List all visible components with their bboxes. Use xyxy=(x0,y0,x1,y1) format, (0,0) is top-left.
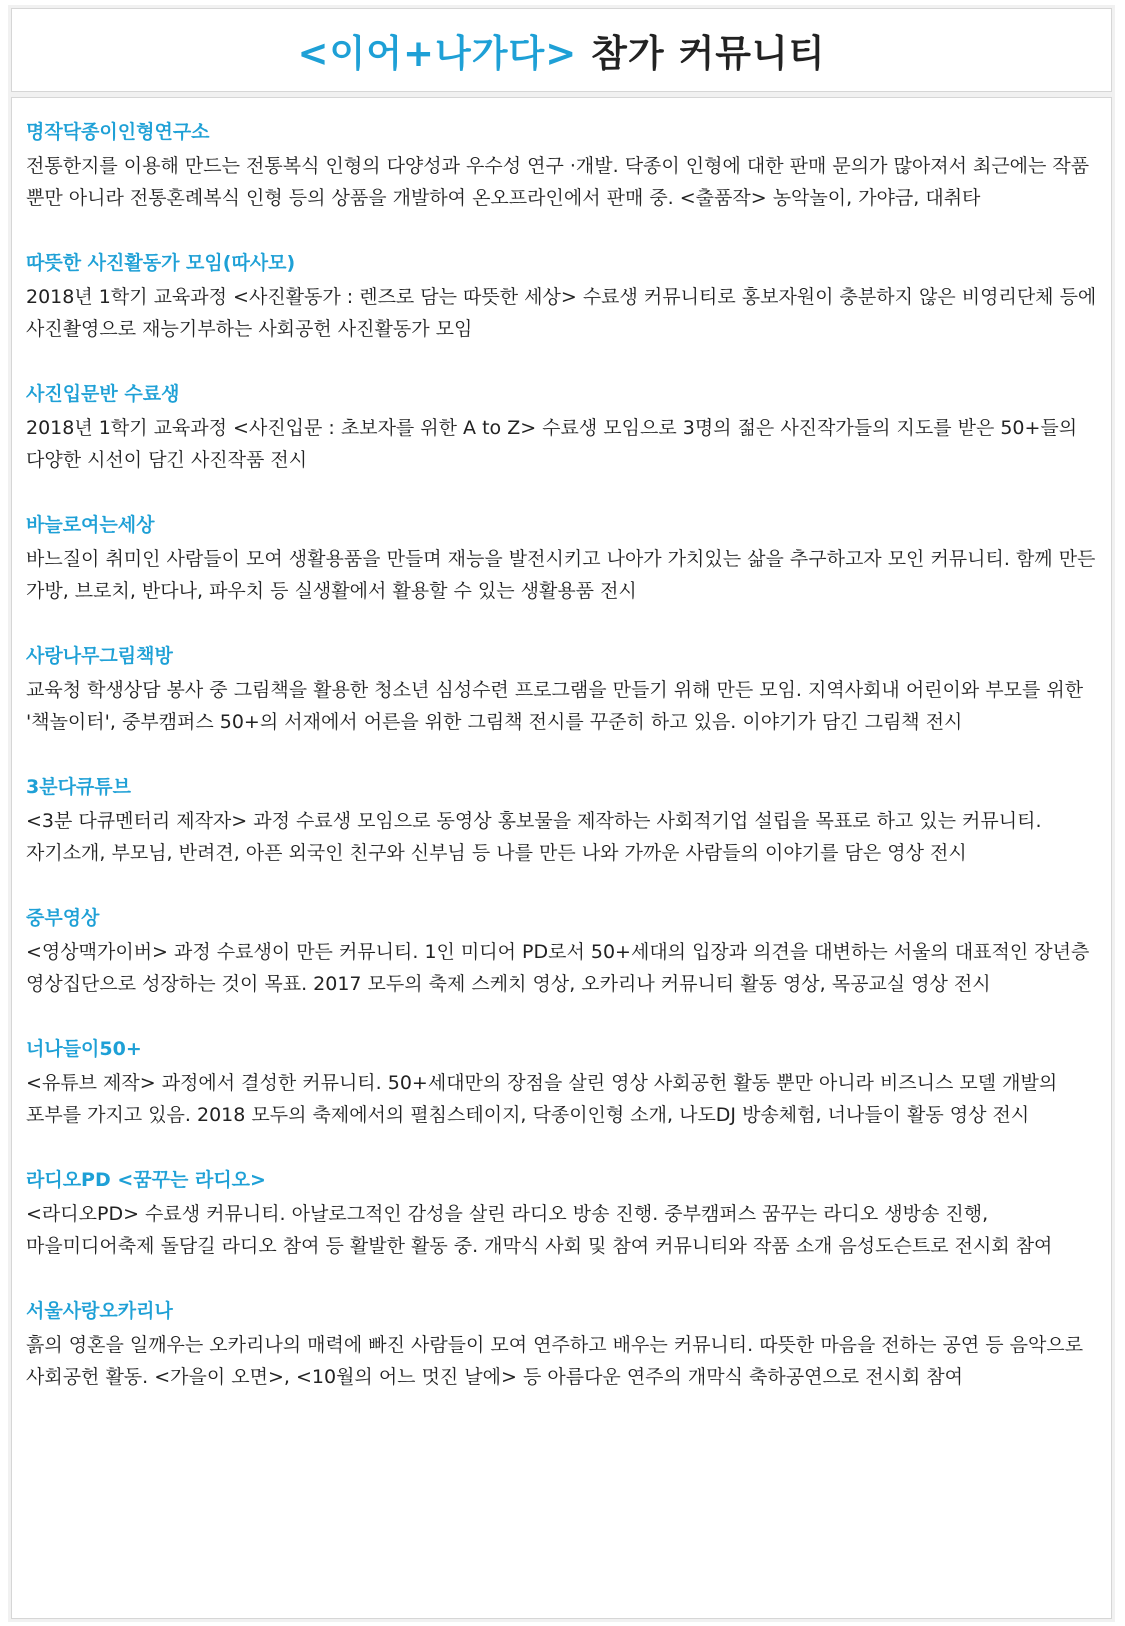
community-name: 서울사랑오카리나 xyxy=(26,1300,173,1322)
community-item xyxy=(26,1297,1099,1393)
page-title-accent: <이어+나가다> xyxy=(297,32,578,75)
community-item xyxy=(26,118,1099,214)
community-item xyxy=(26,1035,1099,1131)
page-title xyxy=(298,23,826,77)
community-item xyxy=(26,1166,1099,1262)
community-item xyxy=(26,773,1099,869)
community-description: 전통한지를 이용해 만드는 전통복식 인형의 다양성과 우수성 연구 ·개발. 닥종이 인형에 대한 판매 문의가 많아져서 최근에는 작품 뿐만 아니라 전통혼례복식 인형 등의 상품을 개발하여 온오프라인에서 판매 중. <출품작> 농악놀이, 가야금, 대취타 xyxy=(26,155,1090,209)
community-name: 따뜻한 사진활동가 모임(따사모) xyxy=(26,252,296,274)
community-description: <3분 다큐멘터리 제작자> 과정 수료생 모임으로 동영상 홍보물을 제작하는 사회적기업 설립을 목표로 하고 있는 커뮤니티. 자기소개, 부모님, 반려견, 아픈 외국인 친구와 신부님 등 나를 만든 나와 가까운 사람들의 이야기를 담은 영상 전시 xyxy=(26,810,1042,864)
community-item xyxy=(26,249,1099,345)
community-item xyxy=(26,380,1099,476)
community-name: 명작닥종이인형연구소 xyxy=(26,121,210,143)
page-title-rest: 참가 커뮤니티 xyxy=(591,32,826,75)
community-description: 2018년 1학기 교육과정 <사진입문 : 초보자를 위한 A to Z> 수료생 모임으로 3명의 젊은 사진작가들의 지도를 받은 50+들의 다양한 시선이 담긴 사진작품 전시 xyxy=(26,417,1078,471)
community-description: <라디오PD> 수료생 커뮤니티. 아날로그적인 감성을 살린 라디오 방송 진행. 중부캠퍼스 꿈꾸는 라디오 생방송 진행, 마을미디어축제 돌담길 라디오 참여 등 활발한 활동 중. 개막식 사회 및 참여 커뮤니티와 작품 소개 음성도슨트로 전시회 참여 xyxy=(26,1203,1053,1257)
community-description: <유튜브 제작> 과정에서 결성한 커뮤니티. 50+세대만의 장점을 살린 영상 사회공헌 활동 뿐만 아니라 비즈니스 모델 개발의 포부를 가지고 있음. 2018 모두의 축제에서의 펼침스테이지, 닥종이인형 소개, 나도DJ 방송체험, 너나들이 활동 영상 전시 xyxy=(26,1072,1058,1126)
community-name: 라디오PD <꿈꾸는 라디오> xyxy=(26,1169,266,1191)
community-name: 바늘로여는세상 xyxy=(26,514,155,536)
community-description: 교육청 학생상담 봉사 중 그림책을 활용한 청소년 심성수련 프로그램을 만들기 위해 만든 모임. 지역사회내 어린이와 부모를 위한 '책놀이터', 중부캠퍼스 50+의 서재에서 어른을 위한 그림책 전시를 꾸준히 하고 있음. 이야기가 담긴 그림책 전시 xyxy=(26,679,1084,733)
community-list xyxy=(11,97,1112,1619)
community-description: 바느질이 취미인 사람들이 모여 생활용품을 만들며 재능을 발전시키고 나아가 가치있는 삶을 추구하고자 모인 커뮤니티. 함께 만든 가방, 브로치, 반다나, 파우치 등 실생활에서 활용할 수 있는 생활용품 전시 xyxy=(26,548,1096,602)
community-name: 사랑나무그림책방 xyxy=(26,645,173,667)
community-description: 흙의 영혼을 일깨우는 오카리나의 매력에 빠진 사람들이 모여 연주하고 배우는 커뮤니티. 따뜻한 마음을 전하는 공연 등 음악으로 사회공헌 활동. <가을이 오면>, <10월의 어느 멋진 날에> 등 아름다운 연주의 개막식 축하공연으로 전시회 참여 xyxy=(26,1334,1084,1388)
community-name: 3분다큐튜브 xyxy=(26,776,131,798)
header-banner xyxy=(11,8,1112,92)
community-item xyxy=(26,511,1099,607)
community-name: 사진입문반 수료생 xyxy=(26,383,180,405)
community-item xyxy=(26,642,1099,738)
community-name: 너나들이50+ xyxy=(26,1038,142,1060)
community-description: <영상맥가이버> 과정 수료생이 만든 커뮤니티. 1인 미디어 PD로서 50+세대의 입장과 의견을 대변하는 서울의 대표적인 장년층 영상집단으로 성장하는 것이 목표. 2017 모두의 축제 스케치 영상, 오카리나 커뮤니티 활동 영상, 목공교실 영상 전시 xyxy=(26,941,1090,995)
community-name: 중부영상 xyxy=(26,907,100,929)
community-item xyxy=(26,904,1099,1000)
community-description: 2018년 1학기 교육과정 <사진활동가 : 렌즈로 담는 따뜻한 세상> 수료생 커뮤니티로 홍보자원이 충분하지 않은 비영리단체 등에 사진촬영으로 재능기부하는 사회공헌 사진활동가 모임 xyxy=(26,286,1097,340)
